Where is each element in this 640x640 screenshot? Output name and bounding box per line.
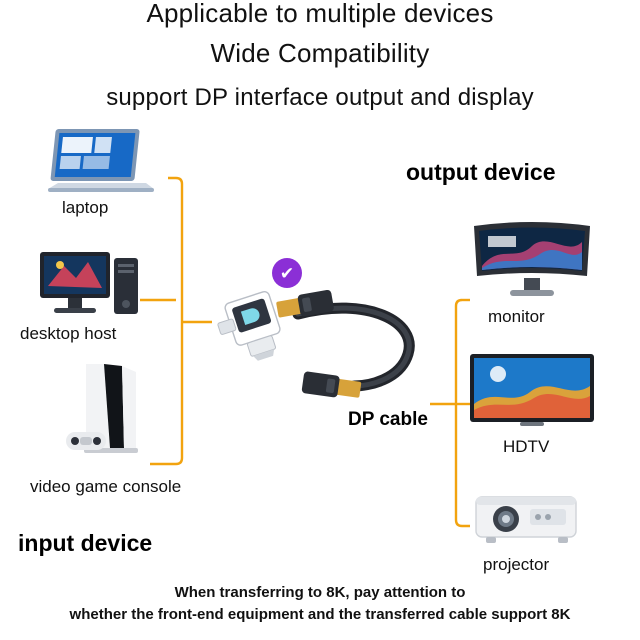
- headline-line-2: Wide Compatibility: [210, 38, 430, 68]
- projector-icon: [470, 487, 588, 554]
- caption-laptop: laptop: [62, 198, 109, 217]
- headline-line-3: support DP interface output and display: [106, 84, 534, 111]
- input-device-label: input device: [18, 530, 153, 556]
- caption-desktop-host: desktop host: [20, 324, 117, 343]
- caption-monitor: monitor: [488, 307, 545, 326]
- output-device-label: output device: [406, 159, 556, 185]
- game-console-icon: [60, 362, 156, 469]
- television-icon: [468, 352, 596, 433]
- dp-cable-icon: [258, 282, 463, 412]
- caption-hdtv: HDTV: [503, 437, 550, 456]
- headline-line-1: Applicable to multiple devices: [146, 0, 494, 28]
- caption-projector: projector: [483, 555, 550, 574]
- laptop-icon: [42, 127, 158, 200]
- caption-dp-cable: DP cable: [348, 409, 428, 430]
- caption-video-game-console: video game console: [30, 477, 182, 496]
- monitor-icon: [470, 222, 594, 307]
- footer-note-line-1: When transferring to 8K, pay attention to: [174, 584, 466, 601]
- footer-note-line-2: whether the front-end equipment and the transferred cable support 8K: [69, 606, 571, 623]
- check-badge-icon: ✔: [272, 258, 302, 288]
- desktop-computer-icon: [38, 248, 142, 327]
